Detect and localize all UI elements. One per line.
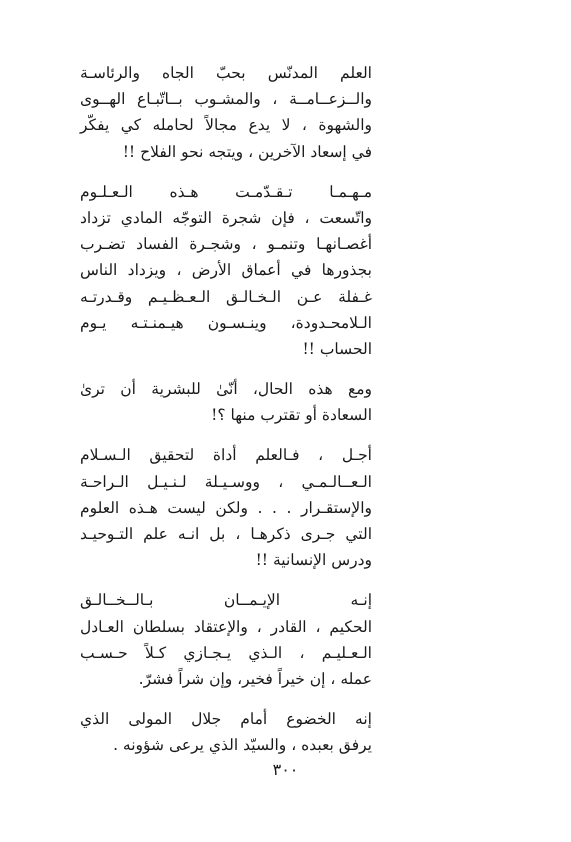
text-line: واتّسعت ، فإن شجرة التوجّه المادي تزداد <box>80 208 372 227</box>
text-line: في إسعاد الآخرين ، ويتجه نحو الفلاح !! <box>122 142 372 161</box>
text-line: والشهوة ، لا يدع مجالاً لحامله كي يفكّر <box>80 116 372 135</box>
text-line: الـعــالـمـي ، ووسـيـلة لـنـيـل الـراحـة <box>80 472 372 491</box>
page-body <box>80 60 372 773</box>
paragraph-2 <box>80 179 372 362</box>
text-line: أجـل ، فـالعلم أداة لتحقيق الـسـلام <box>80 446 372 465</box>
paragraph-4 <box>80 442 372 573</box>
text-line: العلم المدنّس بحبّ الجاه والرئاسـة <box>80 64 372 82</box>
text-line: يرفق بعبده ، والسيّد الذي يرعى شؤونه . <box>113 736 372 755</box>
paragraph-5 <box>80 587 372 692</box>
text-line: غـفلة عـن الـخـالـق الـعـظـيـم وقـدرتـه <box>80 287 372 306</box>
paragraph-1 <box>80 60 372 165</box>
text-line: التي جـرى ذكرهـا ، بل انـه علم التـوحيـد <box>80 525 372 543</box>
text-line: بجذورها في أعماق الأرض ، ويزداد الناس <box>80 261 372 280</box>
text-line: والــزعــامــة ، والمشـوب بــاتّبـاع الهــوى <box>80 90 372 109</box>
text-line: الـعـليـم ، الـذي يـجـازي كـلاً حـسـب <box>80 643 372 662</box>
text-line: الحساب !! <box>302 339 372 358</box>
text-line: أغصـانهـا وتنمـو ، وشجـرة الفساد تضـرب <box>80 235 372 254</box>
text-line: عمله ، إن خيراً فخير، وإن شراً فشرّ. <box>138 669 372 688</box>
text-line: ومع هذه الحال، أنّىٰ للبشرية أن ترىٰ <box>80 380 372 399</box>
text-line: ودرس الإنسانية !! <box>255 551 372 570</box>
text-line: والإستقـرار . . . ولكن ليست هـذه العلوم <box>80 498 372 517</box>
text-line: الحكيم ، القادر ، والإعتقاد بسلطان العـادل <box>80 617 372 636</box>
text-line: السعادة أو تقترب منها ؟! <box>211 406 372 425</box>
text-line: إنه الخضوع أمام جلال المولى الذي <box>80 710 372 729</box>
text-line: الـلامحـدودة، وينـسـون هيـمنـتـه يـوم <box>80 313 372 332</box>
page-number: ٣٠٠ <box>272 760 299 779</box>
paragraph-3 <box>80 376 372 428</box>
text-line: إنـه الإيـمــان بـالــخــالـق <box>80 591 372 610</box>
text-line: مـهـمـا تـقـدّمـت هـذه الـعـلـوم <box>80 182 372 201</box>
paragraph-6 <box>80 706 372 758</box>
